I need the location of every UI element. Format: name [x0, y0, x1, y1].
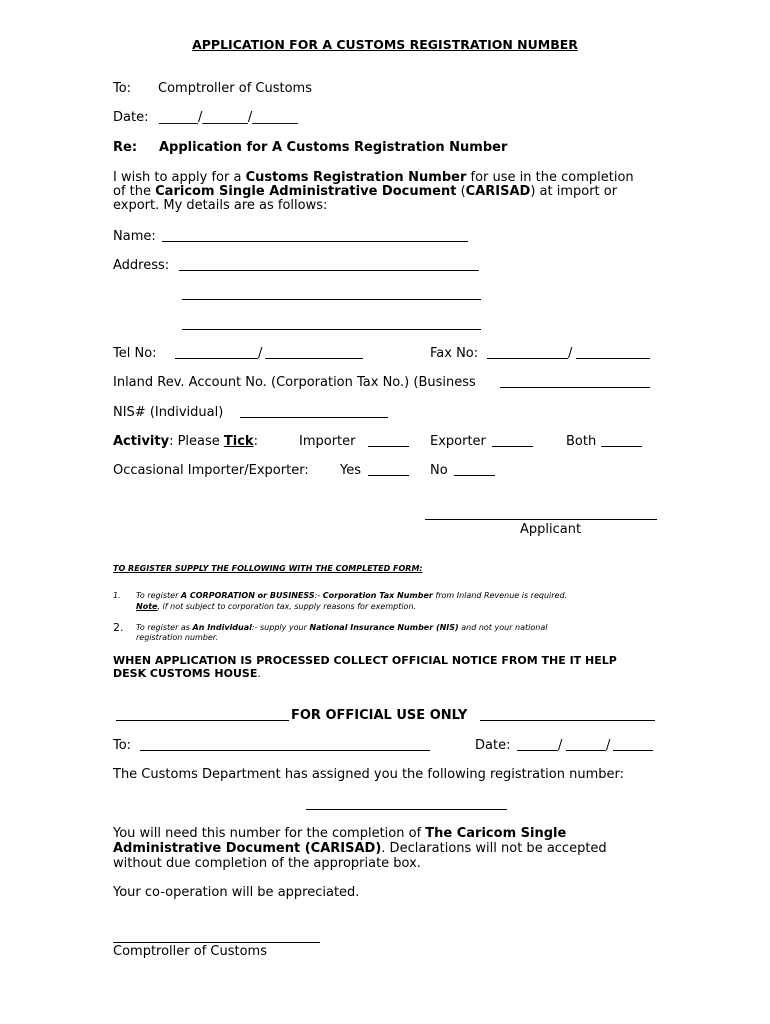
importer-tick-line[interactable]	[368, 446, 409, 447]
to-label: To:	[113, 81, 132, 96]
official-date-line-a[interactable]	[517, 750, 558, 751]
page-title: APPLICATION FOR A CUSTOMS REGISTRATION NUMBER	[192, 37, 578, 52]
tel-field-line-a[interactable]	[175, 358, 258, 359]
official-date-sep-2: /	[606, 738, 611, 753]
tel-label: Tel No:	[113, 346, 157, 361]
collect-notice: WHEN APPLICATION IS PROCESSED COLLECT OFFICIAL NOTICE FROM THE IT HELP DESK CUSTOMS HOUSE.	[113, 654, 617, 680]
name-label: Name:	[113, 229, 156, 244]
instruction-2-line-1: To register as An Individual:- supply your National Insurance Number (NIS) and not your national	[136, 623, 548, 632]
exporter-label: Exporter	[430, 434, 486, 449]
no-label: No	[430, 463, 448, 478]
activity-label: Activity: Please Tick:	[113, 434, 258, 449]
need-line-1: You will need this number for the completion of The Caricom Single	[113, 826, 567, 841]
re-label: Re:	[113, 140, 138, 155]
applicant-label: Applicant	[520, 522, 582, 537]
fax-label: Fax No:	[430, 346, 479, 361]
instruction-2-number: 2.	[113, 621, 124, 634]
fax-field-line-a[interactable]	[487, 358, 568, 359]
date-label: Date:	[113, 110, 149, 125]
inland-rev-label: Inland Rev. Account No. (Corporation Tax No.) (Business	[113, 375, 476, 390]
yes-tick-line[interactable]	[368, 475, 409, 476]
occasional-label: Occasional Importer/Exporter:	[113, 463, 309, 478]
address-field-line-1[interactable]	[179, 270, 479, 271]
assigned-text: The Customs Department has assigned you the following registration number:	[113, 767, 625, 782]
official-use-heading: FOR OFFICIAL USE ONLY	[291, 708, 468, 723]
both-tick-line[interactable]	[601, 446, 642, 447]
official-date-label: Date:	[475, 738, 511, 753]
registration-number-line[interactable]	[306, 809, 507, 810]
instruction-1-line-1: To register A CORPORATION or BUSINESS:- Corporation Tax Number from Inland Revenue is required.	[136, 591, 568, 600]
tel-separator: /	[258, 346, 263, 361]
need-line-2: Administrative Document (CARISAD). Declarations will not be accepted	[113, 841, 607, 856]
to-value: Comptroller of Customs	[158, 81, 312, 96]
instructions-heading: TO REGISTER SUPPLY THE FOLLOWING WITH THE COMPLETED FORM:	[113, 564, 423, 573]
official-to-field-line[interactable]	[140, 750, 430, 751]
nis-field-line[interactable]	[240, 417, 388, 418]
both-label: Both	[566, 434, 597, 449]
official-date-line-b[interactable]	[566, 750, 606, 751]
need-line-3: without due completion of the appropriate box.	[113, 856, 421, 871]
instruction-1-line-2: Note, if not subject to corporation tax, supply reasons for exemption.	[136, 602, 417, 611]
yes-label: Yes	[340, 463, 361, 478]
intro-line-2: of the Caricom Single Administrative Document (CARISAD) at import or	[113, 184, 618, 199]
instruction-2-line-2: registration number.	[136, 633, 218, 642]
official-date-line-c[interactable]	[613, 750, 653, 751]
date-blank[interactable]: ______/_______/_______	[159, 110, 298, 125]
fax-separator: /	[568, 346, 573, 361]
intro-line-3: export. My details are as follows:	[113, 198, 328, 213]
intro-line-1: I wish to apply for a Customs Registration Number for use in the completion	[113, 170, 634, 185]
instruction-1-number: 1.	[113, 591, 121, 600]
cooperation-text: Your co-operation will be appreciated.	[113, 885, 360, 900]
no-tick-line[interactable]	[454, 475, 495, 476]
official-rule-right	[480, 720, 655, 721]
comptroller-signature-line[interactable]	[113, 942, 320, 943]
exporter-tick-line[interactable]	[492, 446, 533, 447]
re-value: Application for A Customs Registration Number	[159, 140, 508, 155]
official-to-label: To:	[113, 738, 132, 753]
applicant-signature-line[interactable]	[425, 519, 657, 520]
official-date-sep-1: /	[558, 738, 563, 753]
nis-label: NIS# (Individual)	[113, 405, 224, 420]
fax-field-line-b[interactable]	[576, 358, 650, 359]
inland-rev-field-line[interactable]	[500, 387, 650, 388]
name-field-line[interactable]	[162, 241, 468, 242]
comptroller-label: Comptroller of Customs	[113, 944, 267, 959]
address-field-line-3[interactable]	[182, 329, 481, 330]
address-field-line-2[interactable]	[182, 299, 481, 300]
tel-field-line-b[interactable]	[265, 358, 363, 359]
address-label: Address:	[113, 258, 170, 273]
importer-label: Importer	[299, 434, 356, 449]
official-rule-left	[116, 720, 289, 721]
